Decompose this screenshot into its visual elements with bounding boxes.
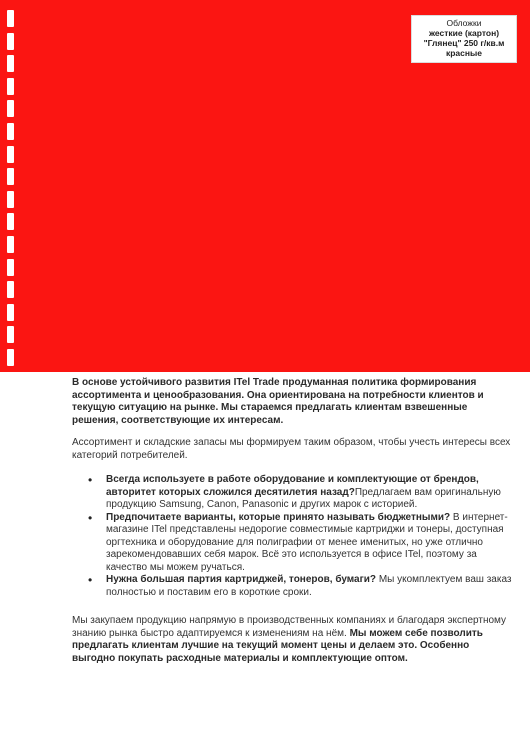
label-line-3: "Глянец" 250 г/кв.м — [423, 38, 505, 48]
binding-hole — [7, 78, 14, 95]
binding-hole — [7, 55, 14, 72]
bullet-text: Мы укомплектуем ваш заказ полностью и поставим его в короткие сроки. — [106, 574, 512, 598]
closing-paragraph — [72, 615, 512, 665]
label-line-2: жесткие (картон) — [428, 28, 500, 38]
binding-holes — [7, 10, 15, 372]
list-item — [102, 574, 512, 599]
binding-hole — [7, 146, 14, 163]
binding-hole — [7, 236, 14, 253]
binding-hole — [7, 304, 14, 321]
binding-hole — [7, 349, 14, 366]
closing-bold: Мы можем себе позволить предлагать клиентам лучшие на текущий момент цены и делаем это. Особенно выгодно покупать расходные материалы и комплектующие оптом. — [72, 627, 483, 664]
red-cover-sample — [0, 0, 530, 372]
binding-hole — [7, 213, 14, 230]
label-line-4: красные — [445, 48, 483, 58]
bullet-bold: Нужна большая партия картриджей, тонеров, бумаги? — [106, 574, 377, 585]
list-item — [102, 474, 512, 512]
closing-plain: Мы закупаем продукцию напрямую в производственных компаниях и благодаря экспертному знанию рынка быстро адаптируемся к изменениям на нём. — [72, 615, 507, 639]
list-item — [102, 512, 512, 575]
intro-paragraph: В основе устойчивого развития ITel Trade продуманная политика формирования ассортимента и ценообразования. Она ориентирована на потребности клиентов и текущую ситуацию на рынке. Мы стараемся предлагать клиентам взвешенные решения, соответствующие их интересам. — [72, 377, 484, 426]
product-label — [411, 15, 517, 63]
binding-hole — [7, 100, 14, 117]
bullet-bold: Предпочитаете варианты, которые принято называть бюджетными? — [106, 511, 451, 523]
binding-hole — [7, 168, 14, 185]
bullet-list — [72, 474, 512, 599]
binding-hole — [7, 259, 14, 276]
binding-hole — [7, 33, 14, 50]
binding-hole — [7, 123, 14, 140]
binding-hole — [7, 10, 14, 27]
binding-hole — [7, 281, 14, 298]
binding-hole — [7, 326, 14, 343]
binding-hole — [7, 191, 14, 208]
label-line-1: Обложки — [446, 18, 482, 28]
bullet-text: В интернет-магазине ITel представлены недорогие совместимые картриджи и тонеры, доступная оргтехника и оборудование для полиграфии от менее именитых, но уже отлично зарекомендовавших себя марок. Всё это используется в офисе ITel, поэтому за качество мы можем ручаться. — [106, 511, 508, 573]
bullet-text: Предлагаем вам оригинальную продукцию Samsung, Canon, Panasonic и других марок с историей. — [106, 486, 501, 510]
assortment-paragraph: Ассортимент и складские запасы мы формируем таким образом, чтобы учесть интересы всех категорий потребителей. — [72, 437, 511, 461]
bullet-bold: Всегда используете в работе оборудование и комплектующие от брендов, авторитет которых сложился десятилетия назад? — [106, 474, 479, 498]
document-text — [72, 377, 512, 665]
